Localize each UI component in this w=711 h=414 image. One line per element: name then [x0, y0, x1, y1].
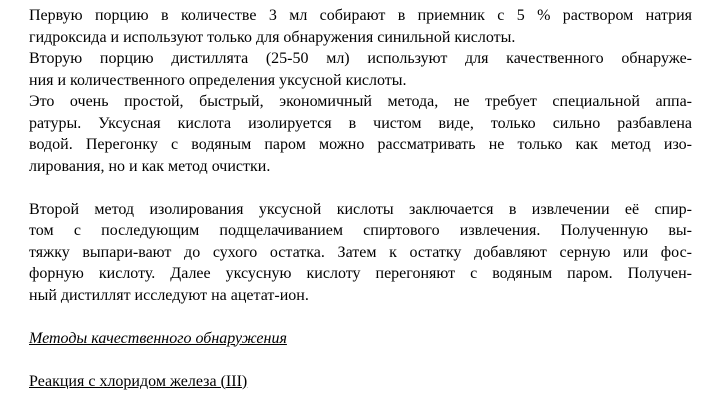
text-line: форную кислоту. Далее уксусную кислоту перегоняют с водяным паром. Получен- [29, 265, 692, 282]
text-line: ния и количественного определения уксусной кислоты. [29, 71, 407, 89]
text-line: ратуры. Уксусная кислота изолируется в чистом виде, только сильно разбавлена [29, 114, 692, 132]
paragraph-spacer [29, 177, 692, 199]
section-heading: Методы качественного обнаружения [29, 329, 287, 347]
text-line: Второй метод изолирования уксусной кислоты заключается в извлечении её спир- [29, 200, 692, 218]
subsection-heading: Реакция с хлоридом железа (III) [29, 372, 248, 390]
paragraph-second-portion [29, 48, 692, 91]
text-line: том с последующим подщелачиванием спиртового извлечения. Полученную вы- [29, 222, 692, 239]
subsection-heading-line [29, 371, 692, 393]
paragraph-method-assessment [29, 91, 692, 177]
text-line: Первую порцию в количестве 3 мл собирают в приемник с 5 % раствором натрия [29, 7, 692, 24]
text-line: ный дистиллят исследуют на ацетат-ион. [29, 286, 309, 304]
text-line: гидроксида и используют только для обнаружения синильной кислоты. [29, 28, 516, 46]
paragraph-second-method [29, 199, 692, 307]
text-line: тяжку выпари-вают до сухого остатка. Затем к остатку добавляют серную или фос- [29, 243, 692, 261]
document-page [29, 5, 692, 392]
text-line: лирования, но и как метод очистки. [29, 157, 271, 175]
text-line: Это очень простой, быстрый, экономичный метода, не требует специальной аппа- [29, 93, 692, 110]
text-line: водой. Перегонку с водяным паром можно рассматривать не только как метод изо- [29, 136, 692, 153]
paragraph-first-portion [29, 5, 692, 48]
text-line: Вторую порцию дистиллята (25-50 мл) используют для качественного обнаруже- [29, 50, 692, 67]
paragraph-spacer [29, 349, 692, 371]
paragraph-spacer [29, 306, 692, 328]
section-heading-line [29, 328, 692, 350]
